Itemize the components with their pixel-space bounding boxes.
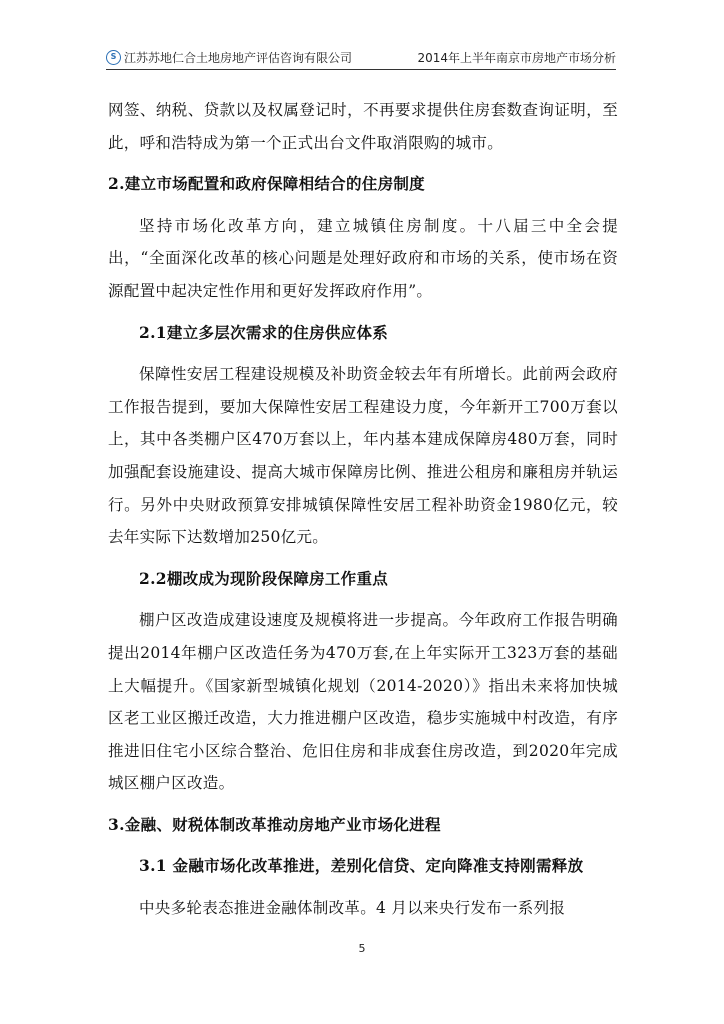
subsection-heading: 2.2棚改成为现阶段保障房工作重点: [139, 568, 389, 588]
header-company-name: 江苏苏地仁合土地房地产评估咨询有限公司: [124, 50, 353, 65]
section-heading: 3.金融、财税体制改革推动房地产业市场化进程: [108, 814, 441, 834]
header-divider: [106, 69, 616, 70]
page-header: [106, 46, 616, 68]
paragraph: 网签、纳税、贷款以及权属登记时，不再要求提供住房套数查询证明，至此，呼和浩特成为第一个正式出台文件取消限购的城市。: [108, 101, 618, 152]
paragraph: 棚户区改造成建设速度及规模将进一步提高。今年政府工作报告明确提出2014年棚户区改造任务为470万套,在上年实际开工323万套的基础上大幅提升。《国家新型城镇化规划（2014-2020）》指出未来将加快城区老工业区搬迁改造，大力推进棚户区改造，稳步实施城中村改造，有序推进旧住宅小区综合整治、危旧住房和非成套住房改造，到2020年完成城区棚户区改造。: [108, 611, 618, 793]
section-heading: 2.建立市场配置和政府保障相结合的住房制度: [108, 174, 425, 194]
subsection-heading: 2.1建立多层次需求的住房供应体系: [139, 322, 389, 342]
paragraph: 坚持市场化改革方向，建立城镇住房制度。十八届三中全会提出，“全面深化改革的核心问题是处理好政府和市场的关系，使市场在资源配置中起决定性作用和更好发挥政府作用”。: [108, 216, 618, 300]
paragraph: 保障性安居工程建设规模及补助资金较去年有所增长。此前两会政府工作报告提到，要加大保障性安居工程建设力度，今年新开工700万套以上，其中各类棚户区470万套以上，年内基本建成保障房480万套，同时加强配套设施建设、提高大城市保障房比例、推进公租房和廉租房并轨运行。另外中央财政预算安排城镇保障性安居工程补助资金1980亿元，较去年实际下达数增加250亿元。: [108, 365, 618, 547]
page-number: 5: [358, 942, 366, 955]
company-logo-icon: S: [106, 50, 121, 65]
paragraph: 中央多轮表态推进金融体制改革。4 月以来央行发布一系列报: [139, 899, 566, 918]
header-report-title: 2014年上半年南京市房地产市场分析: [417, 50, 616, 65]
page-body: [108, 94, 618, 925]
subsection-heading: 3.1 金融市场化改革推进，差别化信贷、定向降准支持刚需释放: [139, 856, 584, 876]
header-company-block: [106, 49, 352, 66]
